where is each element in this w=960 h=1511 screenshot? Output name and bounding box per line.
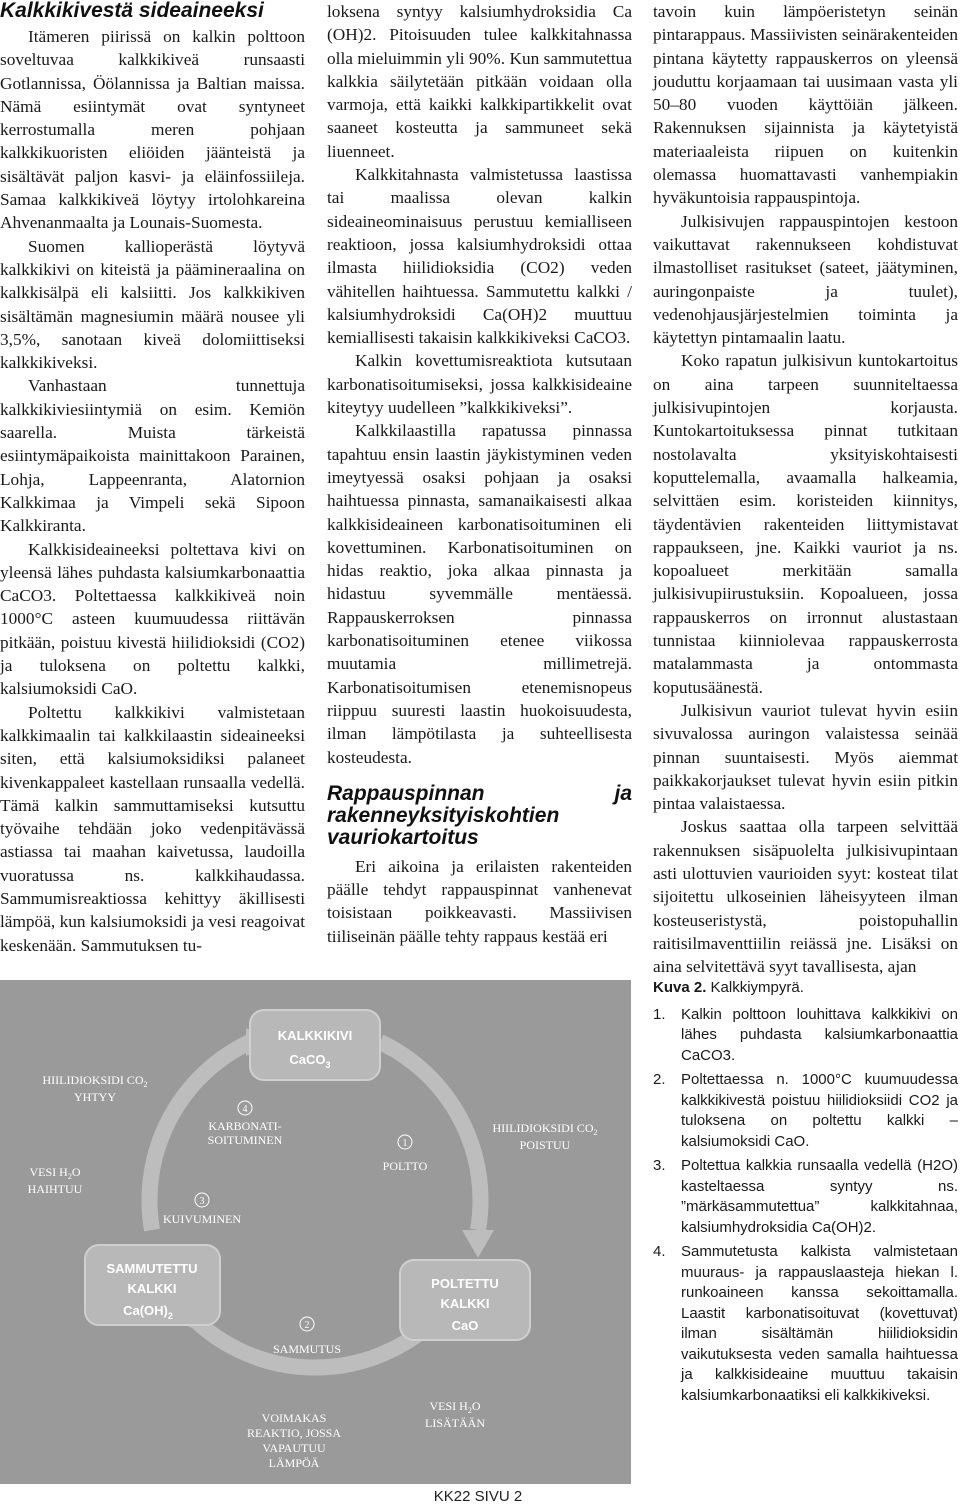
water-in-line1: VESI $H_2O$ [429,1399,481,1415]
caption-item: 4. Sammutetusta kalkista valmistetaan muuraus- ja rappauslaasteja hiekan l. runkoaineen kanssa sekoittamalla. Laastit karbonatisoituvat (kovettuvat) ilman sisältämän hiilidioksidin vaikutuksesta veden samalla haihtuessa ja kalkkisideaine muuttuu takaisin kalsiumkarbonaatiksi eli kalkkikiveksi. [653,1243,958,1404]
caption-title: Kuva 2. Kalkkiympyrä. [653,979,804,996]
node-top-formula: CaCO$_3$ [289,1052,331,1070]
co2-out-line2: POISTUU [519,1138,571,1152]
heat-line3: VAPAUTUU [262,1441,326,1455]
paragraph: Kalkkisideaineeksi poltettava kivi on yleensä lähes puhdasta kalsiumkarbonaattia CaCO3. Poltettaessa kalkkikiveä noin 1000°C asteen kuumuudessa riittävän pitkään, poistuu kivestä hiilidioksidi (CO2) ja tuloksena on poltettu kalkki, kalsiumoksidi CaO. [0,539,305,699]
paragraph: Eri aikoina ja erilaisten rakenteiden päälle tehdyt rappauspinnat vanhenevat toisistaan poikkeavasti. Massiivisen tiiliseinän päälle tehty rappaus kestää eri [327,856,632,946]
co2-out-line1: HIILIDIOKSIDI $CO_2$ [492,1121,598,1137]
paragraph: Koko rapatun julkisivun kuntokartoitus on aina tarpeen suunniteltaessa julkisivupintojen korjausta. Kuntokartoituksessa pinnat tutkitaan nostolavalta yksityiskohtaisesti koputtelemalla, avaamalla halkeamia, selvittäen esim. koristeiden kiinnitys, täydentävien rakenteiden liittymistavat rappaukseen, jne. Kaikki vauriot ja ns. kopoalueet merkitään samalla julkisivupiirustuksiin. Kopoalueen, jossa rappauskerros on irronnut alustastaan tunnistaa kiinniolevaa rappauskerrosta matalammasta ja ontommasta koputusäänestä. [653,351,958,697]
node-top-title: KALKKIKIVI [277,1028,353,1043]
step-3-label: KUIVUMINEN [163,1212,241,1226]
paragraph: Kalkkitahnasta valmistetussa laastissa tai maalissa olevan kalkin sideaineominaisuus perustuu kemialliseen reaktioon, jossa kalsiumhydroksidi ottaa ilmasta hiilidioksidia (CO2) veden vähitellen haihtuessa. Sammutettu kalkki / kalsiumhydroksidi Ca(OH)2 muuttuu kemiallisesti takaisin kalkkikiveksi CaCO3. [327,165,632,348]
paragraph: tavoin kuin lämpöeristetyn seinän pintarappaus. Massiivisten seinärakenteiden pintana käytetty rappauskerros on yleensä jouduttu korjaamaan tai uusimaan vasta yli 50–80 vuoden käyttöiän jälkeen. Rakennuksen sijainnista ja käytetyistä materiaaleista riipuen on kuitenkin olemassa huomattavasti vanhempiakin hyväkuntoisia rappauspintoja. [653,2,958,208]
text-column-3 [653,0,958,978]
paragraph: Itämeren piirissä on kalkin polttoon soveltuvaa kalkkikiveä runsaasti Gotlannissa, Öölannissa ja Baltian maissa. Nämä esiintymät ovat syntyneet kerrostumalla meren pohjaan kalkkikuoristen eliöiden jäänteistä ja sisältävät paljon kasvi- ja eläinfossiileja. Samaa kalkkikiveä löytyy irtolohkareina Ahvenanmaalta ja Lounais-Suomesta. [0,27,305,233]
step-4-number: 4 [242,1104,248,1115]
water-out-line1: VESI $H_2O$ [29,1165,81,1181]
caption-item: 2. Poltettaessa n. 1000°C kuumuudessa kalkkikivestä poistuu hiilidioksiidi CO2 ja tuloksena on poltettu kalkki – kalsiumoksidi CaO. [653,1071,958,1150]
node-kalkkikivi [250,1010,380,1080]
node-left-formula: $Ca(OH)_2$ [123,1303,173,1321]
paragraph: Poltettu kalkkikivi valmistetaan kalkkimaalin tai kalkkilaastin sideaineeksi siten, että kalsiumoksidiksi palaneet kivenkappaleet kastellaan runsaalla vedellä. Tämä kalkin sammuttamiseksi kutsuttu työvaihe tehdään joko vedenpitävässä astiassa tai maahan kaivetussa, laudoilla vuoratussa ns. kalkkihaudassa. Sammumisreaktiossa kehittyy äkillisesti lämpöä, kun kalsiumoksidi ja vesi reagoivat keskenään. Sammutuksen tu- [0,702,305,955]
step-1-label: POLTTO [382,1159,428,1173]
step-2-label: SAMMUTUS [272,1342,342,1356]
section-heading-kalkkikivesta: Kalkkikivestä sideaineeksi [0,0,264,22]
step-4-label-1: KARBONATI- [208,1119,282,1133]
co2-in-line2: YHTYY [74,1090,116,1104]
paragraph: Julkisivun vauriot tulevat hyvin esiin sivuvalossa auringon valaistessa seinää pinnan suuntaisesti. Myös aiemmat paikkakorjaukset tulevat hyvin esiin pitkin pintaa valaistaessa. [653,700,958,814]
node-right-title1: POLTETTU [431,1276,499,1291]
text-column-1 [0,0,305,957]
node-poltettu-kalkki [400,1260,530,1340]
heat-line1: VOIMAKAS [261,1411,327,1425]
caption-list [653,1005,958,1407]
caption-item: 3. Poltettua kalkkia runsaalla vedellä (H2O) kasteltaessa syntyy ns. ”märkäsammutettua” kalkkitahnaa, kalsiumhydroksidia Ca(OH)2. [653,1157,958,1236]
text-column-2 [327,0,632,948]
node-sammutettu-kalkki [85,1245,220,1325]
step-3-number: 3 [199,1196,205,1207]
paragraph: loksena syntyy kalsiumhydroksidia Ca (OH)2. Pitoisuuden tulee kalkkitahnassa olla mieluimmin yli 90%. Kun sammutettua kalkkia säilytetään pitkään voidaan olla varmoja, että kaikki kalkkipartikkelit ovat saaneet kosteutta ja sammuneet sekä liuenneet. [327,2,632,161]
paragraph: Julkisivujen rappauspintojen kestoon vaikuttavat rakennukseen kohdistuvat ilmastolliset rasitukset (sateet, jäätyminen, auringonpaiste ja tuulet), vedenohjausjärjestelmien toiminta ja käytettyn pintamaalin laatu. [653,211,958,348]
heat-line4: LÄMPÖÄ [268,1456,320,1470]
caption-item: 1. Kalkin polttoon louhittava kalkkikivi on lähes puhdasta kalsiumkarbonaattia CaCO3. [653,1005,958,1064]
page-footer [0,1488,960,1505]
water-out-line2: HAIHTUU [27,1182,83,1196]
paragraph: Joskus saattaa olla tarpeen selvittää rakennuksen sisäpuolelta julkisivupintaan asti ulottuvien vaurioiden syyt: kosteat tilat sijoitettu ulkoseinien läheisyyteen ilman kosteuseristystä, poistopuhallin raitisilmaventtiilin reiässä jne. Lisäksi on aina selvitettävä syyt tavallisesta, ajan [653,817,958,977]
step-4-label-2: SOITUMINEN [207,1133,283,1147]
step-1-number: 1 [402,1138,408,1149]
page-number: KK22 SIVU 2 [433,1488,523,1505]
paragraph: Kalkin kovettumisreaktiota kutsutaan karbonatisoitumiseksi, jossa kalkkisideaine kiteytyy uudelleen ”kalkkikiveksi”. [327,351,632,418]
figure-caption [653,978,958,1410]
node-left-title1: SAMMUTETTU [106,1261,198,1276]
node-right-title2: KALKKI [440,1296,490,1311]
co2-in-line1: HIILIDIOKSIDI $CO_2$ [42,1073,148,1089]
paragraph: Vanhastaan tunnettuja kalkkikiviesiintymiä on esim. Kemiön saarella. Muista tärkeistä esiintymäpaikoista mainittakoon Parainen, Lohja, Lappeenranta, Alatornion Kalkkimaa ja Vimpeli sekä Sipoon Kalkkiranta. [0,376,305,536]
paragraph: Suomen kallioperästä löytyvä kalkkikivi on kiteistä ja päämineraalina on kalkkisälpä eli kalsiitti. Jos kalkkikiven sisältämän magnesiumin määrä nousee yli 3,5%, sanotaan kiveä dolomiittiseksi kalkkikiveksi. [0,236,305,373]
step-2-number: 2 [304,1320,310,1331]
heat-line2: REAKTIO, JOSSA [246,1426,342,1440]
section-heading-vauriokartoitus: Rappauspinnan ja rakenneyksityiskohtien vauriokartoitus [327,781,632,849]
node-right-formula: CaO [451,1318,479,1333]
paragraph: Kalkkilaastilla rapatussa pinnassa tapahtuu ensin laastin jäykistyminen veden imeytyessä osaksi pohjaan ja osaksi haihtuessa pinnasta, samanaikaisesti alkaa kalkkisideaineen karbonatisoituminen eli kovettuminen. Karbonatisoituminen on hidas reaktio, joka alkaa pinnasta ja hidastuu syvemmälle mentäessä. Rappauskerroksen pinnassa karbonatisoituminen etenee viikossa muutamia millimetrejä. Karbonatisoitumisen etenemisnopeus riippuu suuresti laastin huokoisuudesta, ilman lämpötilasta ja suhteellisesta kosteudesta. [327,421,632,767]
water-in-line2: LISÄTÄÄN [425,1416,485,1430]
node-left-title2: KALKKI [127,1281,177,1296]
lime-cycle-diagram [0,980,631,1484]
